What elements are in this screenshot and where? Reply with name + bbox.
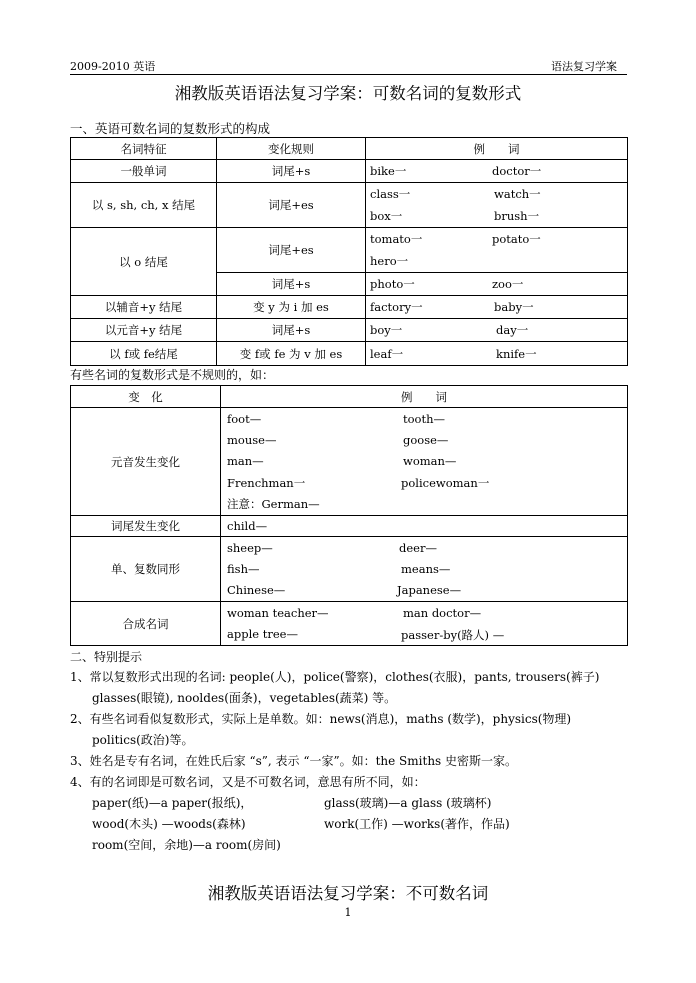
rule-cell: 词尾+es [217, 183, 366, 228]
example-word: tooth— [403, 412, 445, 426]
header-left: 2009-2010 英语 [70, 60, 156, 73]
table-row [71, 537, 628, 602]
tip-line: 4、有的名词即是可数名词，又是不可数名词，意思有所不同，如： [70, 775, 426, 789]
pair-line [70, 793, 630, 814]
example-word: class一 [370, 187, 411, 201]
pair-left: paper(纸)—a paper(报纸)， [92, 796, 253, 810]
table-row [71, 160, 628, 183]
table-header-row [71, 386, 628, 408]
pair-left: wood(木头) —woods(森林) [92, 817, 246, 831]
change-type-cell: 合成名词 [71, 602, 221, 646]
example-cell [366, 160, 628, 183]
example-cell [366, 296, 628, 319]
example-word: box一 [370, 209, 403, 223]
example-word: fish— [227, 561, 260, 576]
example-word: sheep— [227, 540, 273, 555]
example-word: doctor一 [492, 164, 542, 178]
example-word: hero一 [370, 254, 409, 268]
tip-line: 1、常以复数形式出现的名词: people(人)，police(警察)，clothes(衣服)，pants, trousers(裤子) [70, 670, 600, 684]
section-1-heading: 一、英语可数名词的复数形式的构成 [70, 121, 271, 136]
change-type-cell: 元音发生变化 [71, 408, 221, 516]
example-cell [366, 319, 628, 342]
example-word: woman— [403, 454, 457, 468]
section-2-heading: 二、特别提示 [70, 650, 143, 664]
next-section-title: 湘教版英语语法复习学案：不可数名词 [207, 884, 489, 903]
example-word: child— [227, 518, 268, 533]
example-word: potato一 [492, 232, 541, 246]
irregular-plurals-table [70, 385, 628, 646]
pair-line [70, 814, 630, 835]
table-row [71, 228, 628, 273]
table-header-row [71, 138, 628, 160]
example-cell [221, 516, 628, 537]
example-word: goose— [403, 433, 449, 447]
example-word: zoo一 [492, 277, 524, 291]
column-header: 名词特征 [71, 138, 217, 160]
column-header: 例 词 [221, 386, 628, 408]
example-word: means— [401, 561, 451, 576]
table-row [71, 516, 628, 537]
example-word: baby一 [494, 300, 534, 314]
column-header: 例 词 [366, 138, 628, 160]
example-cell [221, 602, 628, 646]
irregular-intro: 有些名词的复数形式是不规则的，如： [70, 368, 275, 382]
feature-cell: 以 o 结尾 [71, 228, 217, 296]
example-word: woman teacher— [227, 605, 329, 620]
example-word: 注意：German— [227, 497, 320, 511]
example-cell [221, 537, 628, 602]
example-word: photo一 [370, 277, 415, 291]
tips-list [70, 667, 630, 856]
example-word: man doctor— [403, 605, 482, 620]
plural-rules-table [70, 137, 628, 366]
example-word: day一 [496, 323, 529, 337]
rule-cell: 词尾+es [217, 228, 366, 273]
example-word: watch一 [494, 187, 541, 201]
rule-cell: 词尾+s [217, 319, 366, 342]
example-word: Japanese— [397, 582, 462, 597]
example-word: apple tree— [227, 626, 298, 641]
example-word: brush一 [494, 209, 540, 223]
example-cell [366, 273, 628, 296]
table-row [71, 296, 628, 319]
page-header [70, 56, 627, 75]
example-word: policewoman一 [401, 476, 490, 490]
page-title: 湘教版英语语法复习学案：可数名词的复数形式 [174, 84, 522, 103]
pair-right: glass(玻璃)—a glass (玻璃杯) [324, 796, 492, 810]
feature-cell: 以元音+y 结尾 [71, 319, 217, 342]
example-word: passer-by(路人) — [401, 627, 505, 642]
rule-cell: 词尾+s [217, 273, 366, 296]
tip-line: glasses(眼镜), nooldes(面条)，vegetables(蔬菜) 等。 [92, 691, 397, 705]
pair-right: work(工作) —works(著作，作品) [324, 817, 510, 831]
tip-line: politics(政治)等。 [92, 733, 194, 747]
example-word: foot— [227, 412, 262, 426]
column-header: 变 化 [71, 386, 221, 408]
table-row [71, 408, 628, 516]
example-word: boy一 [370, 323, 403, 337]
example-word: mouse— [227, 433, 277, 447]
pair-line [70, 835, 630, 856]
example-word: Chinese— [227, 582, 286, 597]
page-number: 1 [344, 906, 352, 919]
example-cell [366, 228, 628, 273]
change-type-cell: 单、复数同形 [71, 537, 221, 602]
feature-cell: 以 f或 fe结尾 [71, 342, 217, 366]
table-row [71, 183, 628, 228]
tip-line: 2、有些名词看似复数形式，实际上是单数。如：news(消息)，maths (数学)，physics(物理) [70, 712, 572, 726]
example-word: bike一 [370, 164, 407, 178]
rule-cell: 变 f或 fe 为 v 加 es [217, 342, 366, 366]
example-word: Frenchman一 [227, 476, 306, 490]
column-header: 变化规则 [217, 138, 366, 160]
feature-cell: 以 s, sh, ch, x 结尾 [71, 183, 217, 228]
table-row [71, 319, 628, 342]
table-row [71, 602, 628, 646]
header-right: 语法复习学案 [551, 60, 617, 73]
example-cell [366, 342, 628, 366]
pair-left: room(空间，余地)—a room(房间) [92, 838, 281, 852]
example-cell [366, 183, 628, 228]
example-word: factory一 [370, 300, 423, 314]
table-row [71, 342, 628, 366]
rule-cell: 变 y 为 i 加 es [217, 296, 366, 319]
example-cell [221, 408, 628, 516]
example-word: tomato一 [370, 232, 423, 246]
example-word: knife一 [496, 346, 537, 361]
example-word: man— [227, 454, 264, 468]
rule-cell: 词尾+s [217, 160, 366, 183]
example-word: leaf一 [370, 346, 404, 361]
feature-cell: 一般单词 [71, 160, 217, 183]
feature-cell: 以辅音+y 结尾 [71, 296, 217, 319]
tip-line: 3、姓名是专有名词，在姓氏后家 “s”, 表示 “一家”。如：the Smiths 史密斯一家。 [70, 754, 518, 768]
change-type-cell: 词尾发生变化 [71, 516, 221, 537]
example-word: deer— [399, 540, 437, 555]
